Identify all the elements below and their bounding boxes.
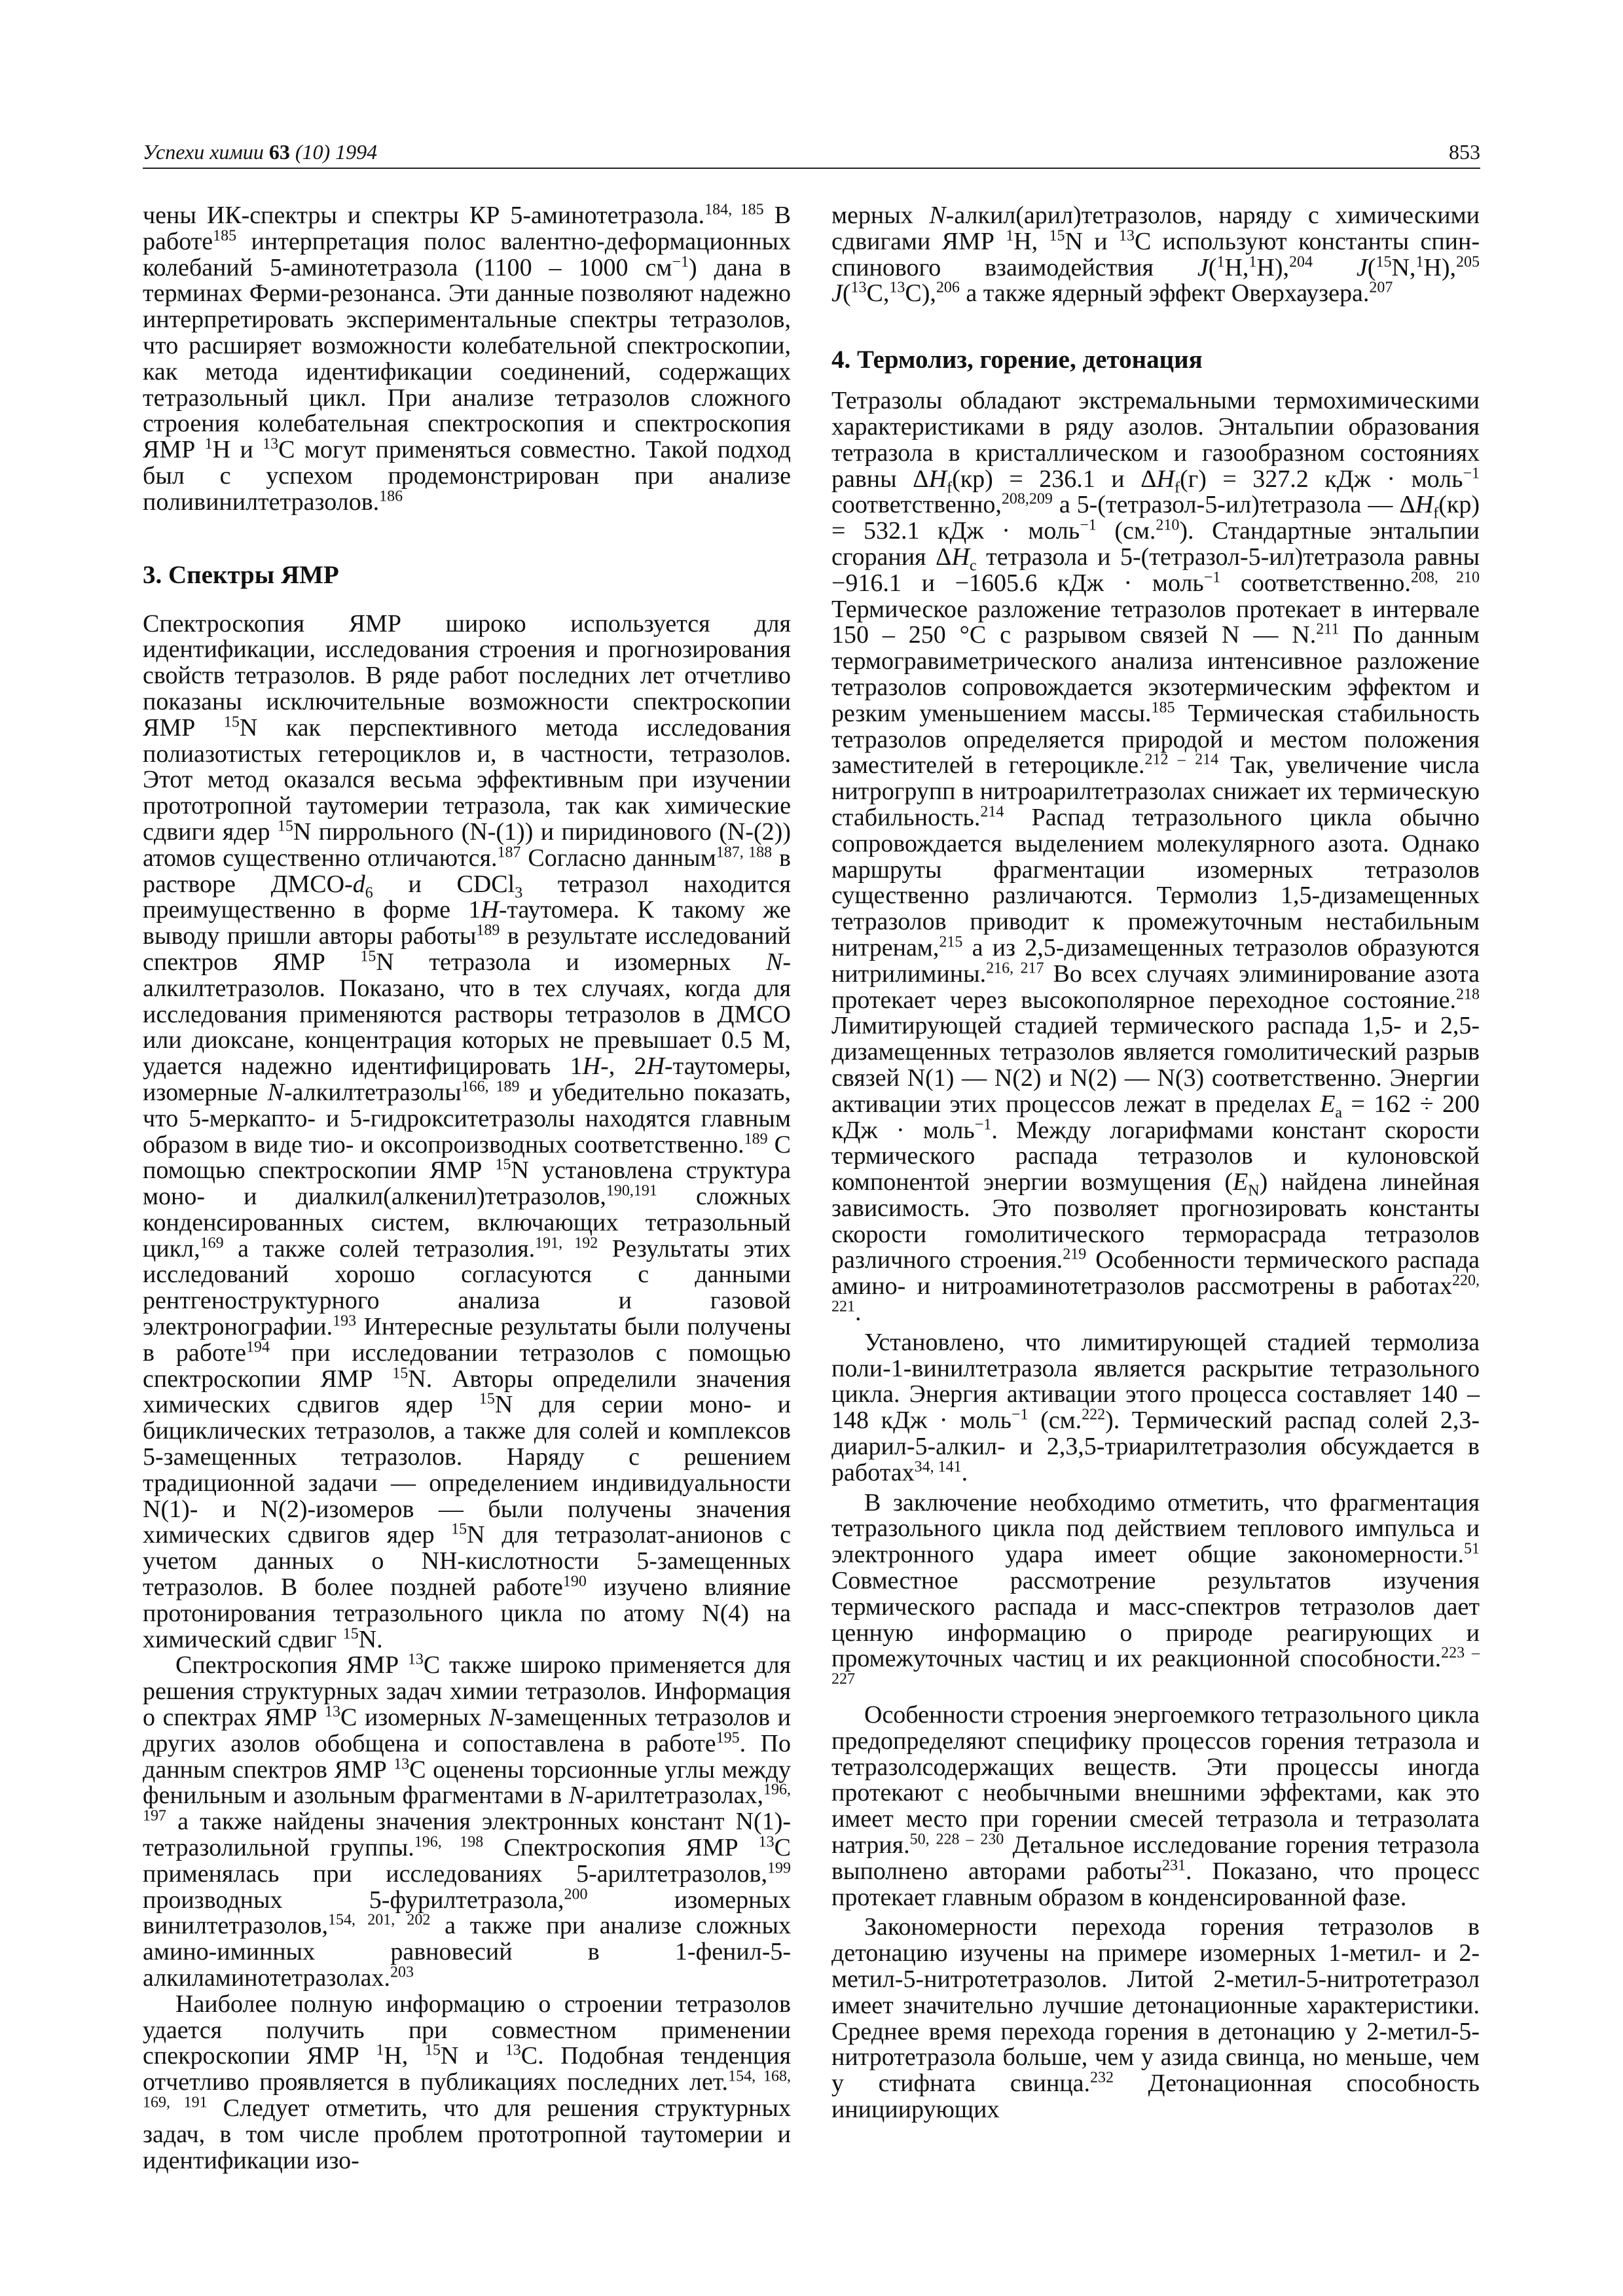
paragraph: Наиболее полную информацию о строении тетразолов удается получить при совместном применении спекроскопии ЯМР $^1$H, $^{15}$N и $^{13}$C. Подобная тенденция отчетливо проявляется в публикациях последних лет.$^{154, 168, 169, 191}$ Следует отметить, что для решения структурных задач, в том числе проблем прототропной таутомерии и идентификации изо- xyxy=(143,1990,791,2174)
paragraph: Спектроскопия ЯМР широко используется для идентификации, исследования строения и прогнозирования свойств тетразолов. В ряде работ последних лет отчетливо показаны исключительные возможности спектроскопии ЯМР $^{15}$N как перспективного метода исследования полиазотистых гетероциклов и, в частности, тетразолов. Этот метод оказался весьма эффективным при изучении прототропной таутомерии тетразола, так как химические сдвиги ядер $^{15}$N пиррольного (N-(1)) и пиридинового (N-(2)) атомов существенно отличаются.$^{187}$ Согласно данным$^{187, 188}$ в растворе ДМСО-$d_6$ и CDCl$_3$ тетразол находится преимущественно в форме 1H-таутомера. К такому же выводу пришли авторы работы$^{189}$ в результате исследований спектров ЯМР $^{15}$N тетразола и изомерных N-алкилтетразолов. Показано, что в тех случаях, когда для исследования применяются растворы тетразолов в ДМСО или диоксане, концентрация которых не превышает 0.5 М, удается надежно идентифицировать 1H-, 2H-таутомеры, изомерные N-алкилтетразолы$^{166, 189}$ и убедительно показать, что 5-меркапто- и 5-гидрокситетразолы находятся главным образом в виде тио- и оксопроизводных соответственно.$^{189}$ С помощью спектроскопии ЯМР $^{15}$N установлена структура моно- и диалкил(алкенил)тетразолов,$^{190,191}$ сложных конденсированных систем, включающих тетразольный цикл,$^{169}$ а также солей тетразолия.$^{191, 192}$ Результаты этих исследований хорошо согласуются с данными рентгеноструктурного анализа и газовой электронографии.$^{193}$ Интересные результаты были получены в работе$^{194}$ при исследовании тетразолов с помощью спектроскопии ЯМР $^{15}$N. Авторы определили значения химических сдвигов ядер $^{15}$N для серии моно- и бициклических тетразолов, а также для солей и комплексов 5-замещенных тетразолов. Наряду с решением традиционной задачи — определением индивидуальности N(1)- и N(2)-изомеров — были получены значения химических сдвигов ядер $^{15}$N для тетразолат-анионов с учетом данных о NH-кислотности 5-замещенных тетразолов. В более поздней работе$^{190}$ изучено влияние протонирования тетразольного цикла по атому N(4) на химический сдвиг $^{15}$N. xyxy=(143,609,792,1653)
volume: 63 xyxy=(268,140,290,164)
left-column xyxy=(143,203,791,2174)
right-column xyxy=(831,203,1480,2123)
paragraph: В заключение необходимо отметить, что фрагментация тетразольного цикла под действием теплового импульса и электронного удара имеет общие закономерности.$^{51}$ Совместное рассмотрение результатов изучения термического распада и масс-спектров тетразолов дает ценную информацию о природе реагирующих и промежуточных частиц и их реакционной способности.$^{223 - 227}$ xyxy=(831,1488,1480,1688)
paragraph: Закономерности перехода горения тетразолов в детонацию изучены на примере изомерных 1-метил- и 2-метил-5-нитротетразолов. Литой 2-метил-5-нитротетразол имеет значительно лучшие детонационные характеристики. Среднее время перехода горения в детонацию у 2-метил-5-нитротетразола больше, чем у азида свинца, но меньше, чем у стифната свинца.$^{232}$ Детонационная способность инициирующих xyxy=(831,1913,1480,2123)
paragraph: чены ИК-спектры и спектры КР 5-аминотетразола.$^{184, 185}$ В работе$^{185}$ интерпретация полос валентно-деформационных колебаний 5-аминотетразола (1100 – 1000 $см^{-1}$) дана в терминах Ферми-резонанса. Эти данные позволяют надежно интерпретировать экспериментальные спектры тетразолов, что расширяет возможности колебательной спектроскопии, как метода идентификации соединений, содержащих тетразольный цикл. При анализе тетразолов сложного строения колебательная спектроскопия и спектроскопия ЯМР $^1$H и $^{13}$C могут применяться совместно. Такой подход был с успехом продемонстрирован при анализе поливинилтетразолов.$^{186}$ xyxy=(143,201,792,516)
paragraph: Установлено, что лимитирующей стадией термолиза поли-1-винилтетразола является раскрытие тетразольного цикла. Энергия активации этого процесса составляет 140 – 148 кДж · моль$^{-1}$ (см.$^{222}$). Термический распад солей 2,3-диарил-5-алкил- и 2,3,5-триарилтетразолия обсуждается в работах$^{34, 141}$. xyxy=(831,1328,1480,1486)
paragraph: Особенности строения энергоемкого тетразольного цикла предопределяют специфику процессов горения тетразола и тетразолсодержащих веществ. Эти процессы иногда протекают с необычными внешними эффектами, как это имеет место при горении смесей тетразола и тетразолата натрия.$^{50, 228 - 230}$ Детальное исследование горения тетразола выполнено авторами работы$^{231}$. Показано, что процесс протекает главным образом в конденсированной фазе. xyxy=(831,1701,1480,1911)
paragraph: Тетразолы обладают экстремальными термохимическими характеристиками в ряду азолов. Энтальпии образования тетразола в кристаллическом и газообразном состояниях равны $\Delta H_f(кр) = 236.1$ и $\Delta H_f(г) = 327.2$ кДж · моль$^{-1}$ соответственно,$^{208,209}$ а 5-(тетразол-5-ил)тетразола — $\Delta H_f(кр) = 532.1$ кДж · моль$^{-1}$ (см.$^{210}$). Стандартные энтальпии сгорания $\Delta H_c$ тетразола и 5-(тетразол-5-ил)тетразола равны −916.1 и −1605.6 кДж · моль$^{-1}$ соответственно.$^{208, 210}$ Термическое разложение тетразолов протекает в интервале 150 – 250 °C с разрывом связей N — N.$^{211}$ По данным термогравиметрического анализа интенсивное разложение тетразолов сопровождается экзотермическим эффектом и резким уменьшением массы.$^{185}$ Термическая стабильность тетразолов определяется природой и местом положения заместителей в гетероцикле.$^{212 - 214}$ Так, увеличение числа нитрогрупп в нитроарилтетразолах снижает их термическую стабильность.$^{214}$ Распад тетразольного цикла обычно сопровождается выделением молекулярного азота. Однако маршруты фрагментации изомерных тетразолов существенно различаются. Термолиз 1,5-дизамещенных тетразолов приводит к промежуточным нестабильным нитренам,$^{215}$ а из 2,5-дизамещенных тетразолов образуются нитрилимины.$^{216, 217}$ Во всех случаях элиминирование азота протекает через высокополярное переходное состояние.$^{218}$ Лимитирующей стадией термического распада 1,5- и 2,5-дизамещенных тетразолов является гомолитический разрыв связей N(1) — N(2) и N(2) — N(3) соответственно. Энергии активации этих процессов лежат в пределах $E_a = 162 \div 200$ кДж · моль$^{-1}$. Между логарифмами констант скорости термического распада тетразолов и кулоновской компонентой энергии возмущения $(E_N)$ найдена линейная зависимость. Это позволяет прогнозировать константы скорости гомолитического терморасрада тетразолов различного строения.$^{219}$ Особенности термического распада амино- и нитроаминотетразолов рассмотрены в работах$^{220, 221}$. xyxy=(831,387,1480,1327)
journal-name: Успехи химии xyxy=(143,140,264,164)
paragraph: Спектроскопия ЯМР $^{13}$C также широко применяется для решения структурных задач химии тетразолов. Информация о спектрах ЯМР $^{13}$C изомерных N-замещенных тетразолов и других азолов обобщена и сопоставлена в работе$^{195}$. По данным спектров ЯМР $^{13}$C оценены торсионные углы между фенильным и азольным фрагментами в N-арилтетразолах,$^{196, 197}$ а также найдены значения электронных констант N(1)-тетразолильной группы.$^{196, 198}$ Спектроскопия ЯМР $^{13}$C применялась при исследованиях 5-арилтетразолов,$^{199}$ производных 5-фурилтетразола,$^{200}$ изомерных винилтетразолов,$^{154, 201, 202}$ а также при анализе сложных амино-иминных равновесий в 1-фенил-5-алкиламинотетразолах.$^{203}$ xyxy=(143,1651,792,1992)
section-heading: 4. Термолиз, горение, детонация xyxy=(831,346,1203,374)
running-header xyxy=(143,139,377,165)
header-rule xyxy=(143,168,1480,169)
page-number: 853 xyxy=(1449,140,1480,164)
paragraph: мерных N-алкил(арил)тетразолов, наряду с химическими сдвигами ЯМР $^1$H, $^{15}$N и $^{13}$C используют константы спин-спинового взаимодействия J($^1$H,$^1$H),$^{204}$ J($^{15}$N,$^1$H),$^{205}$ J($^{13}$C,$^{13}$C),$^{206}$ а также ядерный эффект Оверхаузера.$^{207}$ xyxy=(831,202,1480,308)
issue-year: (10) 1994 xyxy=(295,140,378,164)
section-heading: 3. Спектры ЯМР xyxy=(143,560,339,589)
